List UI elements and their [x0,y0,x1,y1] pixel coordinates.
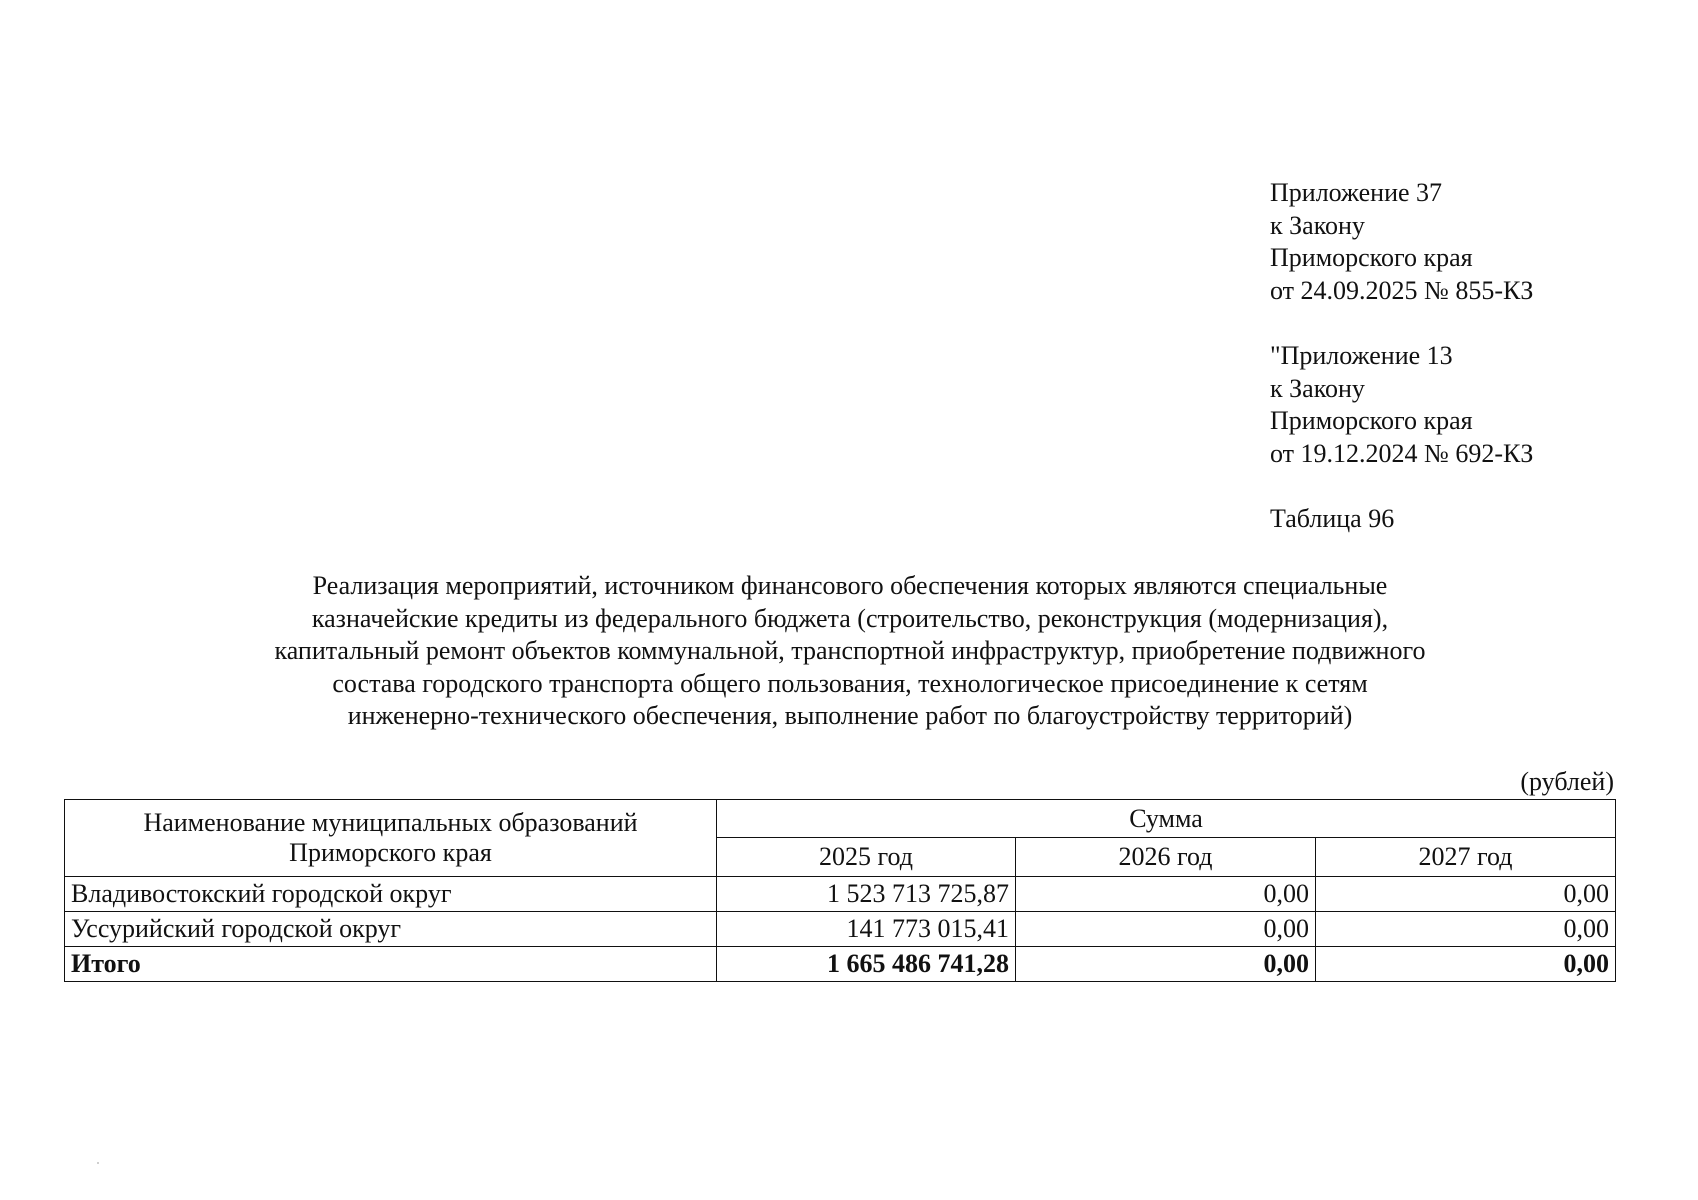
budget-table [64,799,1616,982]
municipality-name-cell: Уссурийский городской округ [65,912,717,947]
amount-2027-cell: 0,00 [1316,877,1616,912]
table-row [65,877,1616,912]
appendix-original-line: к Закону [1270,373,1365,403]
document-title-line: Реализация мероприятий, источником финансового обеспечения которых являются специальные [312,571,1388,600]
year-2027-header: 2027 год [1316,838,1616,877]
appendix-current-line: к Закону [1270,210,1365,240]
appendix-original-line: "Приложение 13 [1270,341,1453,370]
municipality-header-line: Наименование муниципальных образований [143,808,638,837]
year-2025-header: 2025 год [717,838,1016,877]
document-title-line: инженерно-технического обеспечения, выполнение работ по благоустройству территорий) [347,701,1353,730]
municipality-header-line: Приморского края [289,838,492,867]
municipality-name-cell: Владивостокский городской округ [65,877,717,912]
table-number: Таблица 96 [1270,504,1395,533]
total-label-cell: Итого [65,947,717,982]
appendix-current-line: Приморского края [1270,243,1473,272]
appendix-original-line: от 19.12.2024 № 692-КЗ [1270,438,1534,468]
amount-2026-cell: 0,00 [1016,877,1316,912]
table-header-row [65,800,1616,838]
document-title-line: казначейские кредиты из федерального бюджета (строительство, реконструкция (модернизация), [311,603,1389,633]
total-2027-cell: 0,00 [1316,947,1616,982]
table-total-row [65,947,1616,982]
municipality-column-header [65,800,717,877]
document-title-line: состава городского транспорта общего пользования, технологическое присоединение к сетям [332,668,1368,698]
scan-speck [97,1162,99,1164]
units-label: (рублей) [1520,767,1614,796]
total-2025-cell: 1 665 486 741,28 [717,947,1016,982]
table-row [65,912,1616,947]
appendix-original-line: Приморского края [1270,406,1473,435]
amount-2026-cell: 0,00 [1016,912,1316,947]
appendix-current-reference [1270,177,1533,307]
amount-2025-cell: 141 773 015,41 [717,912,1016,947]
appendix-current-line: Приложение 37 [1270,178,1443,207]
appendix-original-reference [1270,340,1533,470]
sum-column-header: Сумма [717,800,1616,838]
document-title [120,570,1580,733]
amount-2027-cell: 0,00 [1316,912,1616,947]
year-2026-header: 2026 год [1016,838,1316,877]
total-2026-cell: 0,00 [1016,947,1316,982]
amount-2025-cell: 1 523 713 725,87 [717,877,1016,912]
document-title-line: капитальный ремонт объектов коммунальной, транспортной инфраструктур, приобретение подвижного [274,636,1426,665]
appendix-current-line: от 24.09.2025 № 855-КЗ [1270,275,1534,305]
